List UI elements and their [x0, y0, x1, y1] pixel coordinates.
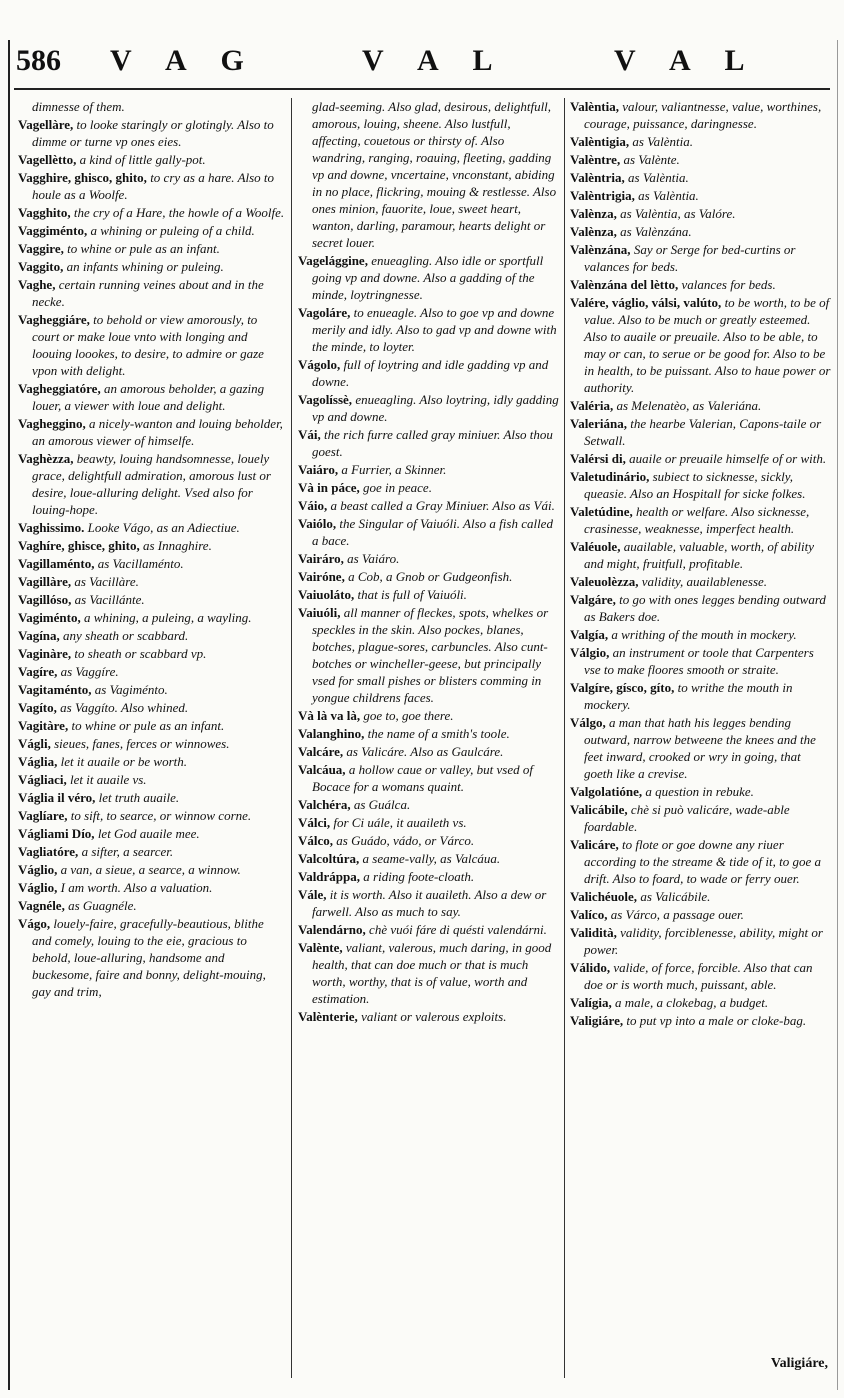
entry-headword: Valéuole, [570, 539, 621, 554]
entry-headword: Vagnéle, [18, 898, 65, 913]
entry-headword: Vaiuóli, [298, 605, 341, 620]
dictionary-entry [570, 450, 832, 467]
dictionary-entry [18, 717, 286, 734]
dictionary-entry [18, 204, 286, 221]
entry-headword: Vagellètto, [18, 152, 77, 167]
entry-headword: Vaginàre, [18, 646, 72, 661]
entry-definition: a nicely-wanton and louing beholder, an amorous viewer of himselfe. [32, 416, 283, 448]
entry-headword: Válgo, [570, 715, 606, 730]
entry-definition: the rich furre called gray miniuer. Also thou goest. [312, 427, 553, 459]
entry-headword: Vagitaménto, [18, 682, 92, 697]
entry-headword: Valènza, [570, 206, 617, 221]
dictionary-entry [18, 98, 286, 115]
entry-definition: enueagling. Also idle or sportfull going vp and downe. Also a gadding of the minde, loytringnesse. [312, 253, 544, 302]
entry-headword: Vaghíre, ghisce, ghito, [18, 538, 140, 553]
entry-definition: as Vacillánte. [74, 592, 145, 607]
entry-headword: Válci, [298, 815, 331, 830]
entry-headword: Valènzána del lètto, [570, 277, 679, 292]
entry-definition: a whining, a puleing, a wayling. [83, 610, 252, 625]
dictionary-entry [298, 479, 560, 496]
dictionary-entry [18, 753, 286, 770]
dictionary-entry [570, 959, 832, 993]
entry-headword: Vaiuoláto, [298, 587, 355, 602]
entry-headword: Valigiáre, [570, 1013, 624, 1028]
entry-definition: to whine or pule as an infant. [67, 241, 220, 256]
dictionary-entry [570, 924, 832, 958]
catchword: Valigiáre, [770, 1356, 828, 1371]
entry-headword: Và là va là, [298, 708, 361, 723]
entry-definition: glad-seeming. Also glad, desirous, delightfull, amorous, louing, sheene. Also lustfull, affecting, couetous or thirsty of. Also wandring, ranging, roauing, fleeting, gadding vp and downe, vncertaine, vnconstant, abiding in no place, flickring, mouing & restlesse. Also ones minion, fauorite, loue, sweet heart, wanton, darling, paramour, hearts delight or secret louer. [312, 99, 557, 250]
dictionary-entry [298, 252, 560, 303]
entry-definition: any sheath or scabbard. [63, 628, 189, 643]
dictionary-entry [298, 761, 560, 795]
entry-definition: as Vaiáro. [347, 551, 400, 566]
dictionary-entry [298, 832, 560, 849]
entry-headword: Vágliaci, [18, 772, 67, 787]
dictionary-entry [298, 921, 560, 938]
entry-headword: Valéria, [570, 398, 614, 413]
dictionary-entry [570, 415, 832, 449]
entry-headword: Vagghito, [18, 205, 71, 220]
entry-headword: Vairáro, [298, 551, 344, 566]
dictionary-entry [570, 836, 832, 887]
dictionary-entry [570, 906, 832, 923]
entry-definition: to whine or pule as an infant. [71, 718, 225, 733]
entry-definition: to looke staringly or glotingly. Also to dimme or turne vp ones eies. [32, 117, 274, 149]
entry-headword: Vaggito, [18, 259, 64, 274]
entry-definition: a question in rebuke. [645, 784, 754, 799]
entry-definition: to go with ones legges bending outward as Bakers doe. [584, 592, 826, 624]
dictionary-entry [298, 604, 560, 706]
dictionary-entry [18, 663, 286, 680]
entry-definition: a van, a sieue, a searce, a winnow. [60, 862, 241, 877]
entry-definition: as Valèntia, as Valóre. [620, 206, 736, 221]
dictionary-entry [18, 311, 286, 379]
entry-headword: Vágli, [18, 736, 51, 751]
entry-definition: as Várco, a passage ouer. [610, 907, 744, 922]
entry-headword: Vagíto, [18, 700, 57, 715]
entry-definition: let it auaile vs. [70, 772, 147, 787]
entry-definition: to behold or view amorously, to court or make loue vnto with longing and loouing loookes, to desire, to admire or gaze vpon with delight. [32, 312, 264, 378]
entry-definition: a beast called a Gray Miniuer. Also as Vái. [330, 498, 555, 513]
dictionary-entry [18, 380, 286, 414]
entry-definition: full of loytring and idle gadding vp and downe. [312, 357, 549, 389]
dictionary-entry [298, 707, 560, 724]
entry-headword: Valèntigia, [570, 134, 630, 149]
dictionary-entry [18, 681, 286, 698]
entry-definition: as Valèntia. [628, 170, 689, 185]
dictionary-entry [570, 468, 832, 502]
entry-definition: health or welfare. Also sicknesse, crasinesse, weaknesse, imperfect health. [584, 504, 810, 536]
running-head-left: V A G [110, 44, 258, 77]
entry-definition: the hearbe Valerian, Capons-taile or Setwall. [584, 416, 822, 448]
entry-headword: Vagoláre, [298, 305, 351, 320]
dictionary-entry [18, 807, 286, 824]
column-middle [298, 98, 560, 1026]
entry-definition: a man that hath his legges bending outward, narrow betweene the knees and the feet inward, crooked or wry in going, that goeth like a crevise. [584, 715, 816, 781]
entry-definition: validity, auailablenesse. [641, 574, 768, 589]
page-number: 586 [16, 44, 61, 77]
running-head-center: V A L [362, 44, 507, 77]
entry-definition: to sheath or scabbard vp. [74, 646, 207, 661]
entry-headword: Vagelággine, [298, 253, 368, 268]
entry-headword: Valgáre, [570, 592, 616, 607]
dictionary-entry [570, 503, 832, 537]
dictionary-entry [570, 888, 832, 905]
column-right [570, 98, 832, 1030]
entry-headword: Vaghèzza, [18, 451, 74, 466]
entry-definition: Say or Serge for bed-curtins or valances for beds. [584, 242, 796, 274]
entry-definition: it is worth. Also it auaileth. Also a dew or farwell. Also as much to say. [312, 887, 547, 919]
dictionary-entry [18, 151, 286, 168]
dictionary-entry [298, 868, 560, 885]
entry-definition: a sifter, a searcer. [81, 844, 174, 859]
entry-headword: Valènterie, [298, 1009, 358, 1024]
dictionary-entry [18, 735, 286, 752]
dictionary-entry [298, 814, 560, 831]
dictionary-entry [570, 98, 832, 132]
entry-definition: as Guagnéle. [68, 898, 137, 913]
dictionary-entry [18, 645, 286, 662]
entry-headword: Và in páce, [298, 480, 360, 495]
entry-definition: the Singular of Vaiuóli. Also a fish called a bace. [312, 516, 553, 548]
entry-definition: valide, of force, forcible. Also that can doe or is worth much, puissant, able. [584, 960, 813, 992]
entry-headword: Valchéra, [298, 797, 351, 812]
dictionary-entry [18, 627, 286, 644]
dictionary-entry [298, 391, 560, 425]
entry-headword: Valgíre, gísco, gíto, [570, 680, 675, 695]
entry-definition: to writhe the mouth in mockery. [584, 680, 793, 712]
dictionary-entry [298, 550, 560, 567]
entry-definition: let it auaile or be worth. [60, 754, 188, 769]
entry-definition: to sift, to searce, or winnow corne. [70, 808, 252, 823]
entry-headword: Valígia, [570, 995, 612, 1010]
entry-headword: Valcáua, [298, 762, 346, 777]
entry-definition: an infants whining or puleing. [66, 259, 224, 274]
entry-headword: Vaggire, [18, 241, 64, 256]
dictionary-entry [570, 294, 832, 396]
dictionary-entry [570, 223, 832, 240]
dictionary-entry [298, 850, 560, 867]
entry-definition: chè vuói fáre di quésti valendárni. [369, 922, 547, 937]
dictionary-entry [18, 519, 286, 536]
entry-definition: as Vaggíto. Also whined. [60, 700, 189, 715]
entry-headword: Vairóne, [298, 569, 345, 584]
dictionary-entry [18, 222, 286, 239]
entry-headword: Vagghire, ghisco, ghito, [18, 170, 147, 185]
entry-headword: Vagheggino, [18, 416, 86, 431]
entry-headword: Vagellàre, [18, 117, 74, 132]
dictionary-entry [298, 426, 560, 460]
dictionary-entry [18, 789, 286, 806]
dictionary-entry [18, 555, 286, 572]
entry-definition: an amorous beholder, a gazing louer, a viewer with loue and delight. [32, 381, 265, 413]
dictionary-entry [570, 133, 832, 150]
entry-definition: let truth auaile. [98, 790, 180, 805]
dictionary-entry [570, 994, 832, 1011]
dictionary-entry [570, 205, 832, 222]
dictionary-entry [298, 98, 560, 251]
entry-headword: Valanghino, [298, 726, 365, 741]
entry-definition: to cry as a hare. Also to houle as a Woolfe. [32, 170, 275, 202]
entry-headword: Vagolíssè, [298, 392, 353, 407]
entry-definition: certain running veines about and in the necke. [32, 277, 264, 309]
dictionary-entry [18, 258, 286, 275]
dictionary-entry [18, 915, 286, 1000]
entry-definition: goe to, goe there. [363, 708, 454, 723]
dictionary-entry [570, 801, 832, 835]
entry-definition: as Valicábile. [640, 889, 711, 904]
entry-headword: Vaiólo, [298, 516, 337, 531]
dictionary-entry [570, 573, 832, 590]
entry-definition: to flote or goe downe any riuer according to the streame & tide of it, to goe a drift. Also to foard, to wade or ferry ouer. [584, 837, 821, 886]
dictionary-entry [298, 743, 560, 760]
entry-headword: Vagillàre, [18, 574, 72, 589]
entry-headword: Valènzána, [570, 242, 631, 257]
entry-definition: a hollow caue or valley, but vsed of Bocace for a womans quaint. [312, 762, 533, 794]
entry-definition: a seame-vally, as Valcáua. [362, 851, 501, 866]
dictionary-entry [570, 679, 832, 713]
dictionary-entry [570, 397, 832, 414]
dictionary-entry [570, 169, 832, 186]
entry-headword: Váio, [298, 498, 328, 513]
entry-definition: a riding foote-cloath. [363, 869, 475, 884]
entry-definition: louely-faire, gracefully-beautious, blithe and comely, louing to the eie, gracious to behold, loue-alluring, handsome and buckesome, faire and bonny, delight-mouing, gay and trim, [32, 916, 266, 999]
entry-definition: I am worth. Also a valuation. [60, 880, 213, 895]
dictionary-entry [298, 725, 560, 742]
dictionary-entry [298, 568, 560, 585]
entry-headword: Vagiménto, [18, 610, 81, 625]
entry-definition: as Innaghire. [142, 538, 212, 553]
dictionary-entry [18, 771, 286, 788]
entry-headword: Valèntria, [570, 170, 625, 185]
entry-headword: Vágolo, [298, 357, 341, 372]
entry-headword: Valetúdine, [570, 504, 633, 519]
entry-headword: Vále, [298, 887, 327, 902]
dictionary-entry [298, 304, 560, 355]
entry-definition: a writhing of the mouth in mockery. [611, 627, 797, 642]
dictionary-entry [18, 415, 286, 449]
dictionary-entry [18, 699, 286, 716]
entry-definition: a whining or puleing of a child. [90, 223, 255, 238]
dictionary-entry [298, 1008, 560, 1025]
dictionary-entry [18, 591, 286, 608]
entry-headword: Valetudinário, [570, 469, 650, 484]
entry-definition: goe in peace. [363, 480, 432, 495]
entry-definition: that is full of Vaiuóli. [357, 587, 467, 602]
right-rule [837, 40, 838, 1390]
dictionary-entry [18, 861, 286, 878]
entry-headword: Valérsi di, [570, 451, 626, 466]
dictionary-entry [570, 538, 832, 572]
entry-definition: a male, a clokebag, a budget. [615, 995, 769, 1010]
entry-definition: as Vagiménto. [94, 682, 168, 697]
entry-headword: Vagitàre, [18, 718, 69, 733]
entry-headword: Váglio, [18, 880, 58, 895]
entry-definition: valiant, valerous, much daring, in good health, that can doe much or that is much worth, worthy, that is of value, worth and estimation. [312, 940, 552, 1006]
entry-headword: Vagheggiáre, [18, 312, 90, 327]
dictionary-entry [298, 586, 560, 603]
entry-headword: Vagheggiatóre, [18, 381, 101, 396]
entry-definition: let God auaile mee. [97, 826, 200, 841]
entry-headword: Vaghe, [18, 277, 56, 292]
entry-definition: valances for beds. [681, 277, 776, 292]
entry-headword: Valgía, [570, 627, 609, 642]
entry-definition: as Guádo, vádo, or Várco. [336, 833, 475, 848]
dictionary-entry [570, 714, 832, 782]
dictionary-entry [298, 356, 560, 390]
dictionary-entry [18, 573, 286, 590]
entry-definition: as Valèntia. [638, 188, 699, 203]
entry-headword: Valeuolèzza, [570, 574, 639, 589]
entry-definition: all manner of fleckes, spots, whelkes or speckles in the skin. Also pockes, blanes, botches, plague-sores, carbuncles. Also cunt-botches or wincheller-geese, but principally vsed for small pishes or blisters comming in yongue childrens faces. [312, 605, 549, 705]
entry-headword: Valcáre, [298, 744, 344, 759]
dictionary-entry [298, 497, 560, 514]
dictionary-entry [18, 897, 286, 914]
entry-headword: Vagína, [18, 628, 60, 643]
entry-definition: subiect to sicknesse, sickly, queasie. Also an Hospitall for sicke folkes. [584, 469, 806, 501]
entry-definition: for Ci uále, it auaileth vs. [333, 815, 467, 830]
entry-definition: auailable, valuable, worth, of ability and might, fruitfull, profitable. [584, 539, 814, 571]
dictionary-entry [570, 783, 832, 800]
dictionary-entry [18, 240, 286, 257]
entry-headword: Váglia il véro, [18, 790, 96, 805]
entry-headword: Valgolatióne, [570, 784, 643, 799]
entry-definition: as Melenatèo, as Valeriána. [616, 398, 762, 413]
dictionary-entry [18, 169, 286, 203]
entry-headword: Valeriána, [570, 416, 627, 431]
entry-headword: Valdráppa, [298, 869, 361, 884]
entry-headword: Valére, váglio, válsi, valúto, [570, 295, 722, 310]
entry-headword: Vagillóso, [18, 592, 72, 607]
entry-definition: as Valènte. [623, 152, 680, 167]
entry-definition: validity, forciblenesse, ability, might or power. [584, 925, 823, 957]
entry-definition: as Valènzána. [620, 224, 692, 239]
running-head-right: V A L [614, 44, 759, 77]
dictionary-entry [570, 187, 832, 204]
entry-definition: as Valèntia. [632, 134, 694, 149]
entry-headword: Vái, [298, 427, 321, 442]
entry-headword: Valendárno, [298, 922, 366, 937]
entry-headword: Vagillaménto, [18, 556, 95, 571]
entry-headword: Válgio, [570, 645, 610, 660]
dictionary-entry [18, 609, 286, 626]
dictionary-entry [298, 461, 560, 478]
entry-definition: enueagling. Also loytring, idly gadding vp and downe. [312, 392, 559, 424]
column-divider [564, 98, 565, 1378]
dictionary-entry [298, 515, 560, 549]
entry-headword: Vaggiménto, [18, 223, 88, 238]
entry-headword: Váglia, [18, 754, 58, 769]
entry-headword: Valicábile, [570, 802, 628, 817]
dictionary-entry [18, 825, 286, 842]
dictionary-entry [18, 879, 286, 896]
entry-headword: Valcoltúra, [298, 851, 360, 866]
entry-definition: as Vaggíre. [60, 664, 119, 679]
dictionary-entry [570, 1012, 832, 1029]
entry-definition: the cry of a Hare, the howle of a Woolfe. [73, 205, 285, 220]
dictionary-entry [18, 450, 286, 518]
entry-definition: Looke Vágo, as an Adiectiue. [87, 520, 240, 535]
dictionary-entry [570, 644, 832, 678]
entry-definition: a Furrier, a Skinner. [341, 462, 447, 477]
dictionary-entry [18, 537, 286, 554]
entry-definition: a Cob, a Gnob or Gudgeonfish. [348, 569, 513, 584]
entry-definition: as Vacillàre. [74, 574, 139, 589]
entry-definition: chè si può valicáre, wade-able foardable. [584, 802, 790, 834]
entry-headword: Válco, [298, 833, 334, 848]
column-divider [291, 98, 292, 1378]
entry-headword: Valicáre, [570, 837, 619, 852]
entry-definition: sieues, fanes, ferces or winnowes. [54, 736, 230, 751]
left-rule [8, 40, 10, 1390]
entry-headword: Vagíre, [18, 664, 58, 679]
entry-headword: Váglio, [18, 862, 58, 877]
entry-definition: valiant or valerous exploits. [361, 1009, 507, 1024]
entry-headword: Válido, [570, 960, 611, 975]
entry-headword: Valèntrigia, [570, 188, 635, 203]
entry-definition: to be worth, to be of value. Also to be much or greatly esteemed. Also to auaile or preuaile. Also to be able, to may or can, to serue or be good for. Also to be in health, to be puissant. Also to haue power or authority. [584, 295, 831, 395]
entry-headword: Valèntia, [570, 99, 619, 114]
entry-headword: Vágliami Dío, [18, 826, 95, 841]
dictionary-entry [298, 886, 560, 920]
column-left [18, 98, 286, 1001]
entry-definition: valour, valiantnesse, value, worthines, courage, puissance, daringnesse. [584, 99, 822, 131]
entry-headword: Validità, [570, 925, 617, 940]
entry-headword: Valíco, [570, 907, 608, 922]
entry-definition: auaile or preuaile himselfe of or with. [629, 451, 827, 466]
entry-headword: Valichéuole, [570, 889, 638, 904]
entry-definition: a kind of little gally-pot. [79, 152, 206, 167]
entry-headword: Vaghissimo. [18, 520, 85, 535]
dictionary-entry [570, 276, 832, 293]
dictionary-entry [18, 276, 286, 310]
dictionary-entry [298, 796, 560, 813]
entry-definition: an instrument or toole that Carpenters vse to make floores smooth or straite. [584, 645, 814, 677]
dictionary-entry [570, 626, 832, 643]
entry-definition: beawty, louing handsomnesse, louely grace, delightfull admiration, amorous lust or desire, loue-alluring delight. Vsed also for louing-hope. [32, 451, 271, 517]
entry-headword: Vaiáro, [298, 462, 339, 477]
entry-definition: the name of a smith's toole. [367, 726, 510, 741]
dictionary-entry [570, 591, 832, 625]
entry-definition: as Guálca. [353, 797, 411, 812]
entry-headword: Valènte, [298, 940, 343, 955]
entry-definition: to put vp into a male or cloke-bag. [626, 1013, 807, 1028]
entry-headword: Vaglíare, [18, 808, 68, 823]
entry-headword: Valèntre, [570, 152, 621, 167]
dictionary-entry [570, 151, 832, 168]
entry-headword: Vágo, [18, 916, 51, 931]
entry-headword: Valènza, [570, 224, 617, 239]
dictionary-entry [18, 843, 286, 860]
entry-definition: as Vacillaménto. [97, 556, 184, 571]
entry-headword: Vagliatóre, [18, 844, 79, 859]
entry-definition: as Valicáre. Also as Gaulcáre. [346, 744, 504, 759]
header-rule [14, 88, 830, 90]
dictionary-entry [570, 241, 832, 275]
entry-definition: to enueagle. Also to goe vp and downe merily and idly. Also to gad vp and downe with the minde, to loyter. [312, 305, 557, 354]
dictionary-entry [18, 116, 286, 150]
entry-definition: dimnesse of them. [32, 99, 125, 114]
dictionary-entry [298, 939, 560, 1007]
